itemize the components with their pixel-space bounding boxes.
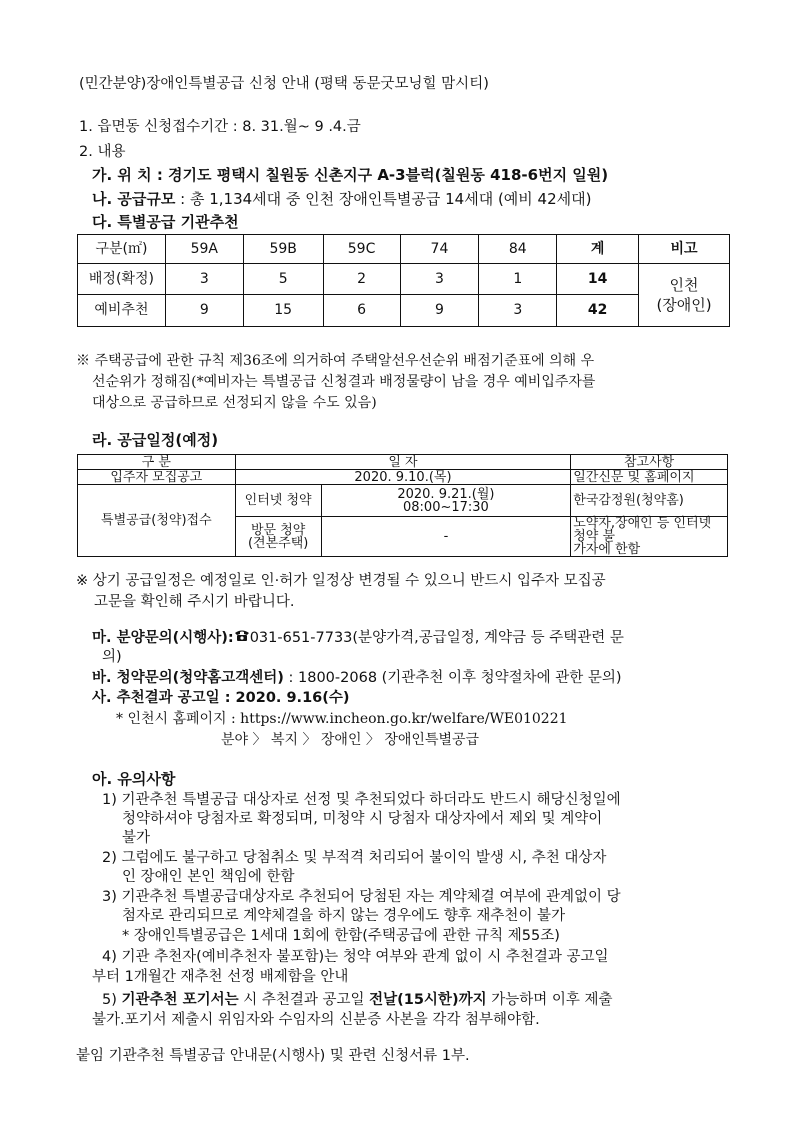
table-cell-total: 14 — [557, 264, 639, 295]
precaution-5-tail: 가능하며 이후 제출 — [486, 992, 613, 1008]
note-priority-line1: ※ 주택공급에 관한 규칙 제36조에 의거하여 주택알선우선순위 배점기준표에 의해 우 — [76, 353, 595, 369]
schedule-notice-line2: 고문을 확인해 주시기 바랍니다. — [94, 594, 295, 610]
table-cell: 9 — [165, 295, 243, 327]
schedule-cell: - — [321, 517, 571, 557]
precaution-1-line3: 불가 — [122, 830, 151, 846]
precaution-4-line1: 4) 기관 추천자(예비추천자 불포함)는 청약 여부와 관계 없이 시 추천결과 공고일 — [102, 949, 609, 965]
date-text: 2020. 9.21.(월) — [397, 486, 495, 502]
precautions-heading: 아. 유의사항 — [92, 770, 176, 788]
header-cell: 74 — [400, 235, 479, 264]
precaution-1-line1: 1) 기관추천 특별공급 대상자로 선정 및 추천되었다 하더라도 반드시 해당신청일에 — [102, 792, 621, 808]
subscription-inquiry-line — [92, 669, 622, 687]
precaution-4-line2: 부터 1개월간 재추천 선정 배제함을 안내 — [92, 969, 349, 985]
note-cell — [639, 264, 730, 327]
schedule-cell — [321, 485, 571, 517]
method-text: 방문 청약 — [250, 522, 306, 538]
homepage-path-line: 분야 〉 복지 〉 장애인 〉 장애인특별공급 — [221, 732, 480, 748]
table-cell: 3 — [479, 295, 557, 327]
header-cell: 59A — [165, 235, 243, 264]
table-cell: 3 — [400, 264, 479, 295]
header-cell: 참고사항 — [571, 455, 728, 470]
header-cell: 구분(㎡) — [78, 235, 166, 264]
note-line: (장애인) — [656, 296, 712, 314]
schedule-row — [78, 470, 728, 485]
application-period: 1. 읍면동 신청접수기간 : 8. 31.월~ 9 .4.금 — [79, 119, 361, 135]
time-text: 08:00~17:30 — [403, 499, 489, 515]
table-cell: 9 — [400, 295, 479, 327]
note-priority-line3: 대상으로 공급하므로 선정되지 않을 수도 있음) — [92, 395, 377, 411]
subscription-inquiry-value: : 1800-2068 (기관추천 이후 청약절차에 관한 문의) — [283, 670, 622, 686]
note-line: 인천 — [669, 276, 699, 294]
sales-inquiry-value: 031-651-7733(분양가격,공급일정, 계약금 등 주택관련 문 — [249, 630, 624, 646]
supply-scale-value: : 총 1,134세대 중 인천 장애인특별공급 14세대 (예비 42세대) — [175, 190, 592, 208]
precaution-3-line2: 첨자로 관리되므로 계약체결을 하지 않는 경우에도 향후 재추천이 불가 — [122, 908, 566, 924]
attachment-line: 붙임 기관추천 특별공급 안내문(시행사) 및 관련 신청서류 1부. — [76, 1048, 470, 1064]
precaution-2-line1: 2) 그럼에도 불구하고 당첨취소 및 부적격 처리되어 불이익 발생 시, 추천 대상자 — [102, 850, 607, 866]
note-text: 노약자,장애인 등 인터넷 청약 불 — [573, 516, 712, 544]
header-cell: 구 분 — [78, 455, 236, 470]
schedule-cell: 입주자 모집공고 — [78, 470, 236, 485]
schedule-table — [77, 454, 728, 557]
subscription-inquiry-label: 바. 청약문의(청약홈고객센터) — [92, 670, 284, 686]
sales-inquiry-line2: 의) — [102, 649, 122, 665]
row-label: 예비추천 — [78, 295, 166, 327]
schedule-row — [78, 485, 728, 517]
schedule-cell — [235, 517, 321, 557]
location-line: 가. 위 치 : 경기도 평택시 칠원동 신촌지구 A-3블럭(칠원동 418-6번지 일원) — [92, 166, 609, 184]
schedule-notice-line1: ※ 상기 공급일정은 예정일로 인·허가 일정상 변경될 수 있으니 반드시 입주자 모집공 — [76, 573, 606, 589]
header-cell: 84 — [479, 235, 557, 264]
supply-scale-label: 나. 공급규모 — [92, 190, 176, 208]
precaution-1-line2: 청약하셔야 당첨자로 확정되며, 미청약 시 당첨자 대상자에서 제외 및 계약이 — [122, 811, 603, 827]
header-cell: 59B — [243, 235, 323, 264]
allocation-row — [78, 295, 730, 327]
header-cell: 계 — [557, 235, 639, 264]
precaution-5-deadline: 전날(15시한)까지 — [369, 992, 487, 1008]
header-cell: 비고 — [639, 235, 730, 264]
row-label: 배정(확정) — [78, 264, 166, 295]
sales-inquiry-label: 마. 분양문의(시행사) — [92, 630, 228, 646]
allocation-row — [78, 264, 730, 295]
table-cell: 6 — [323, 295, 400, 327]
table-cell: 15 — [243, 295, 323, 327]
schedule-cell: 인터넷 청약 — [235, 485, 321, 517]
precaution-3-line1: 3) 기관추천 특별공급대상자로 추천되어 당첨된 자는 계약체결 여부에 관계없이 당 — [102, 889, 621, 905]
table-cell: 3 — [165, 264, 243, 295]
schedule-cell: 일간신문 및 홈페이지 — [571, 470, 728, 485]
method-text: (견본주택) — [247, 535, 309, 551]
schedule-cell: 한국감정원(청약홈) — [571, 485, 728, 517]
table-cell: 2 — [323, 264, 400, 295]
precaution-3-note: * 장애인특별공급은 1세대 1회에 한함(주택공급에 관한 규칙 제55조) — [122, 928, 560, 944]
schedule-cell: 특별공급(청약)접수 — [78, 485, 236, 557]
schedule-cell — [571, 517, 728, 557]
sales-inquiry-line: 마. 분양문의(시행사): 031-651-7733(분양가격,공급일정, 계약금 등 주택관련 문 — [92, 630, 624, 646]
table-cell: 1 — [479, 264, 557, 295]
homepage-url-line: * 인천시 홈페이지 : https://www.incheon.go.kr/welfare/WE010221 — [116, 711, 568, 727]
header-cell: 59C — [323, 235, 400, 264]
precaution-5-emphasis: 기관추천 포기서는 — [121, 992, 239, 1008]
document-title: (민간분양)장애인특별공급 신청 안내 (평택 동문굿모닝힐 맘시티) — [79, 76, 489, 92]
precaution-5-text: 시 추천결과 공고일 — [238, 992, 370, 1008]
precaution-2-line2: 인 장애인 본인 책임에 한함 — [122, 869, 295, 885]
schedule-heading: 라. 공급일정(예정) — [92, 431, 219, 449]
schedule-cell: 2020. 9.10.(목) — [235, 470, 571, 485]
header-cell: 일 자 — [235, 455, 571, 470]
note-priority-line2: 선순위가 정해짐(*예비자는 특별공급 신청결과 배정물량이 남을 경우 예비입주자를 — [92, 374, 596, 390]
allocation-header-row — [78, 235, 730, 264]
table-cell-total: 42 — [557, 295, 639, 327]
schedule-header-row — [78, 455, 728, 470]
precaution-5-number: 5) — [102, 992, 122, 1008]
allocation-table — [77, 234, 730, 327]
contents-heading: 2. 내용 — [79, 144, 126, 160]
announcement-date-line: 사. 추천결과 공고일 : 2020. 9.16(수) — [92, 690, 350, 706]
allocation-heading: 다. 특별공급 기관추천 — [92, 213, 239, 231]
supply-scale-line — [92, 190, 591, 208]
precaution-5-line1 — [102, 991, 612, 1009]
telephone-icon — [234, 629, 250, 647]
table-cell: 5 — [243, 264, 323, 295]
precaution-5-line2: 불가.포기서 제출시 위임자와 수임자의 신분증 사본을 각각 첨부해야함. — [92, 1012, 540, 1028]
note-text: 가자에 한함 — [573, 542, 641, 557]
